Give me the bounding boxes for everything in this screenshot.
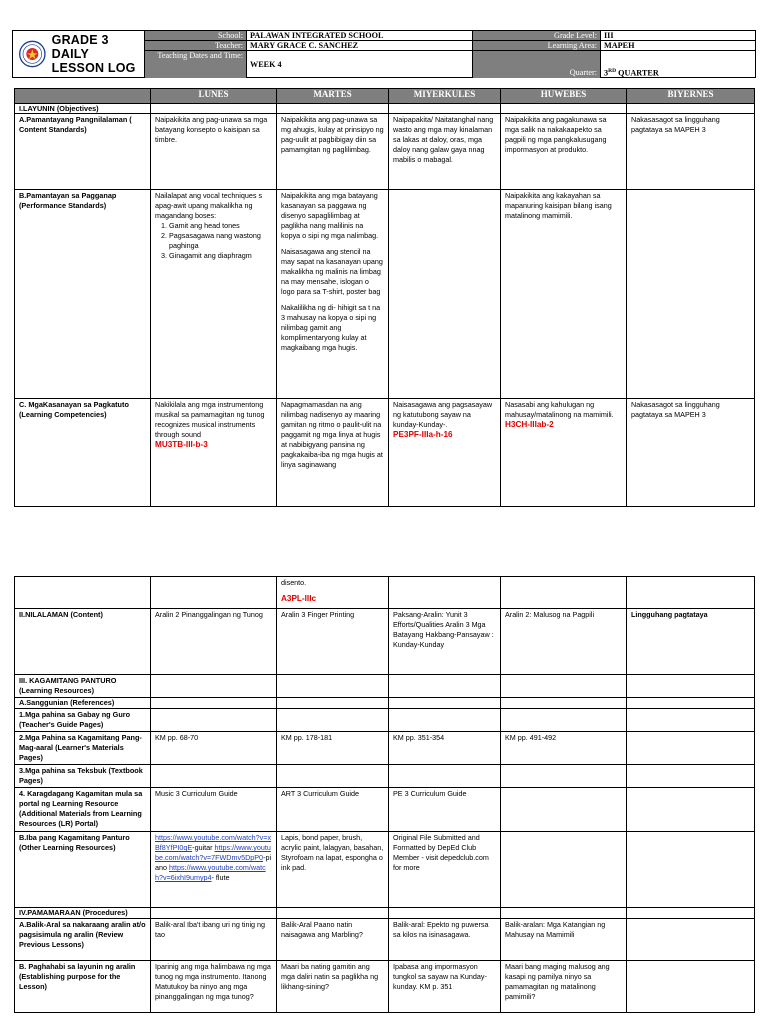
teachers-guide-label: 1.Mga pahina sa Gabay ng Guro (Teacher's Guide Pages) bbox=[15, 709, 151, 732]
table-cell bbox=[151, 908, 277, 919]
table-cell bbox=[627, 788, 755, 832]
teachers-guide-row bbox=[15, 709, 755, 732]
school-label: School: bbox=[145, 31, 247, 41]
table-cell bbox=[501, 104, 627, 114]
comp-huwebes-code: H3CH-IIIab-2 bbox=[505, 420, 554, 429]
additional-materials-row bbox=[15, 788, 755, 832]
table-cell bbox=[501, 698, 627, 709]
content-row bbox=[15, 609, 755, 675]
learning-area-value: MAPEH bbox=[601, 41, 755, 51]
table-cell bbox=[627, 698, 755, 709]
table-cell bbox=[389, 765, 501, 788]
link-suffix: -guitar bbox=[192, 843, 213, 852]
header-info-grid bbox=[145, 31, 755, 77]
list-item: 2. Pagsasagawa nang wastong paghinga bbox=[169, 231, 272, 251]
piano-video-link[interactable]: https://www.youtube.com/watch?v=7FWDmv5DpP0 bbox=[155, 843, 271, 862]
table-cell: Napagmamasdan na ang nilimbag nadisenyo ay maaring gamitan ng ritmo o paulit-ulit na paggamit ng mga linya at hugis at nabibigyang pansina ng pagkakaiba-iba ng mga hugis at linya saginawang bbox=[277, 399, 389, 507]
table-cell bbox=[627, 832, 755, 908]
lesson-table-top bbox=[14, 88, 755, 507]
table-cell: Paksang-Aralin: Yunit 3 Efforts/Qualities Aralin 3 Mga Batayang Hakbang-Pansayaw : Kunday-Kunday bbox=[389, 609, 501, 675]
table-cell: Iparinig ang mga halimbawa ng mga tunog ng mga instrumento. Itanong Matutukoy ba ninyo ang mga pinanggalingan ng mga tunog? bbox=[151, 961, 277, 1013]
header-logo-area bbox=[13, 31, 145, 77]
lesson-table-bottom bbox=[14, 576, 755, 1013]
table-cell bbox=[501, 832, 627, 908]
perf-martes-para: Nakalilikha ng di- hihigit sa t na 3 mahusay na kopya o sipi ng nilimbag gamit ang komplimentaryong kulay at magkaibang mga hugis. bbox=[281, 303, 381, 352]
table-cell bbox=[389, 908, 501, 919]
table-cell: Naipakikita ang kakayahan sa mapanuring kaisipan bilang isang matalinong mamimili. bbox=[501, 190, 627, 399]
comp-huwebes-text: Nasasabi ang kahulugan ng mahusay/matalinong na mamimili. bbox=[505, 400, 614, 419]
perf-martes-para: Naipakikita ang mga batayang kasanayan sa paggawa ng disenyo sapaglilimbag at paglikha nang malilinis na kopya o sipi ng mga nalimbag. bbox=[281, 191, 379, 240]
content-standards-label: A.Pamantayang Pangnilalaman ( Content Standards) bbox=[15, 114, 151, 190]
table-cell bbox=[389, 104, 501, 114]
table-cell: Naipakikita ang pag-unawa sa mg ahugis, kulay at prinsipyo ng pag-uulit at pagbibigay diin sa pamamgitan ng paglilimbag. bbox=[277, 114, 389, 190]
table-cell: KM pp. 351-354 bbox=[389, 732, 501, 765]
comp-miyerkules-text: Naisasagawa ang pagsasayaw ng katutubong sayaw na kunday-Kunday-. bbox=[393, 400, 493, 429]
references-label: A.Sanggunian (References) bbox=[15, 698, 151, 709]
textbook-row bbox=[15, 765, 755, 788]
table-cell: Original File Submitted and Formatted by DepEd Club Member - visit depedclub.com for more bbox=[389, 832, 501, 908]
table-cell bbox=[501, 399, 627, 507]
learners-materials-label: 2.Mga Pahina sa Kagamitang Pang-Mag-aaral (Learner's Materials Pages) bbox=[15, 732, 151, 765]
table-cell: Naipapakita/ Naitatanghal nang wasto ang mga may kinalaman sa lakas at daloy, oras, mga daloy nang galaw gaya nnag mabilis o mabagal. bbox=[389, 114, 501, 190]
deped-seal-icon bbox=[19, 36, 46, 72]
table-cell bbox=[151, 765, 277, 788]
table-cell bbox=[151, 104, 277, 114]
header bbox=[12, 30, 756, 78]
table-cell bbox=[501, 765, 627, 788]
content-standards-row bbox=[15, 114, 755, 190]
flute-video-link[interactable]: https://www.youtube.com/watch?v=6ixhI9umyp4 bbox=[155, 863, 266, 882]
dates-value: WEEK 4 bbox=[247, 51, 473, 78]
table-cell bbox=[151, 675, 277, 698]
perf-lunes-list bbox=[155, 221, 272, 261]
day-header-martes: MARTES bbox=[277, 89, 389, 104]
day-header-lunes: LUNES bbox=[151, 89, 277, 104]
table-cell bbox=[277, 190, 389, 399]
list-item: 3. Ginagamit ang diaphragm bbox=[169, 251, 272, 261]
guitar-video-link[interactable]: https://www.youtube.com/watch?v=xBf8YfPI0qE bbox=[155, 833, 272, 852]
learning-area-label: Learning Area: bbox=[473, 41, 601, 51]
table-cell: Nakasasagot sa lingguhang pagtataya sa MAPEH 3 bbox=[627, 114, 755, 190]
table-cell: Lingguhang pagtataya bbox=[627, 609, 755, 675]
list-item: 1. Gamit ang head tones bbox=[169, 221, 272, 231]
table-cell bbox=[389, 190, 501, 399]
table-cell bbox=[151, 190, 277, 399]
table-cell bbox=[501, 577, 627, 609]
table-cell bbox=[627, 104, 755, 114]
blank-header-cell bbox=[15, 89, 151, 104]
table-cell bbox=[389, 675, 501, 698]
cont-martes-text: disento. bbox=[281, 578, 307, 587]
table-cell bbox=[277, 104, 389, 114]
procedures-row bbox=[15, 908, 755, 919]
resources-label: III. KAGAMITANG PANTURO (Learning Resources) bbox=[15, 675, 151, 698]
table-cell bbox=[151, 698, 277, 709]
table-cell bbox=[277, 675, 389, 698]
quarter-label: Quarter: bbox=[473, 51, 601, 78]
comp-lunes-code: MU3TB-III-b-3 bbox=[155, 440, 208, 449]
table-cell: KM pp. 68-70 bbox=[151, 732, 277, 765]
performance-standards-label: B.Pamantayan sa Pagganap (Performance Standards) bbox=[15, 190, 151, 399]
dates-label: Teaching Dates and Time: bbox=[145, 51, 247, 78]
teacher-label: Teacher: bbox=[145, 41, 247, 51]
day-header-miyerkules: MIYERKULES bbox=[389, 89, 501, 104]
learners-materials-row bbox=[15, 732, 755, 765]
procedures-label: IV.PAMAMARAAN (Procedures) bbox=[15, 908, 151, 919]
quarter-number: 3 bbox=[604, 68, 609, 78]
table-cell: Balik-aralan: Mga Katangian ng Mahusay na Mamimili bbox=[501, 919, 627, 961]
table-cell bbox=[501, 709, 627, 732]
link-suffix: -piano bbox=[155, 853, 272, 872]
table-cell bbox=[627, 732, 755, 765]
table-cell: ART 3 Curriculum Guide bbox=[277, 788, 389, 832]
table-cell: Aralin 2: Malusog na Pagpili bbox=[501, 609, 627, 675]
competencies-label: C. MgaKasanayan sa Pagkatuto (Learning Competencies) bbox=[15, 399, 151, 507]
perf-martes-para: Naisasagawa ang stencil na may sapat na kasanayan upang makalikha ng malinis na limbag na may mensahe, islogan o logo para sa T-shirt, poster bag bbox=[281, 247, 383, 296]
perf-lunes-intro: Nailalapat ang vocal techniques s apag-awit upang makalikha ng magandang boses: bbox=[155, 191, 263, 220]
table-cell: Maari ba nating gamitin ang mga daliri natin sa paglikha ng likhang-sining? bbox=[277, 961, 389, 1013]
table-cell bbox=[389, 399, 501, 507]
quarter-value bbox=[601, 51, 755, 78]
table-cell bbox=[501, 675, 627, 698]
comp-lunes-text: Nakikilala ang mga instrumentong musikal sa pamamagitan ng tunog recognizes musical instruments through sound bbox=[155, 400, 265, 439]
page-title bbox=[52, 33, 144, 75]
table-cell: KM pp. 178-181 bbox=[277, 732, 389, 765]
log-title: DAILY LESSON LOG bbox=[51, 47, 136, 75]
table-cell: Balik-aral: Epekto ng puwersa sa kilos na isinasagawa. bbox=[389, 919, 501, 961]
school-value: PALAWAN INTEGRATED SCHOOL bbox=[247, 31, 473, 41]
table-cell: Naipakikita ang pagakunawa sa mga salik na nakakaapekto sa pagpili ng mga pangkalusugang impormasyon at produkto. bbox=[501, 114, 627, 190]
table-cell: Balik-Aral Paano natin naisagawa ang Marbling? bbox=[277, 919, 389, 961]
teacher-value: MARY GRACE C. SANCHEZ bbox=[247, 41, 473, 51]
table-cell bbox=[627, 765, 755, 788]
table-cell bbox=[501, 908, 627, 919]
table-cell bbox=[277, 765, 389, 788]
performance-standards-row bbox=[15, 190, 755, 399]
table-cell bbox=[501, 788, 627, 832]
table-cell: Balik-aral Iba't ibang uri ng tinig ng tao bbox=[151, 919, 277, 961]
table-cell: Nakasasagot sa lingguhang pagtataya sa MAPEH 3 bbox=[627, 399, 755, 507]
table-cell bbox=[627, 190, 755, 399]
cont-martes-code: A3PL-IIIc bbox=[281, 594, 317, 603]
quarter-word: QUARTER bbox=[618, 68, 659, 78]
table-cell: KM pp. 491-492 bbox=[501, 732, 627, 765]
table-cell: Ipabasa ang impormasyon tungkol sa sayaw na Kunday-kunday. KM p. 351 bbox=[389, 961, 501, 1013]
table-cell bbox=[389, 577, 501, 609]
table-cell bbox=[151, 832, 277, 908]
table-cell bbox=[277, 577, 389, 609]
table-cell bbox=[627, 919, 755, 961]
table-cell bbox=[627, 675, 755, 698]
references-row bbox=[15, 698, 755, 709]
table-cell: Lapis, bond paper, brush, acrylic paint, lalagyan, basahan, Styrofoam na lapat, espongha o ink pad. bbox=[277, 832, 389, 908]
table-cell: Aralin 2 Pinanggalingan ng Tunog bbox=[151, 609, 277, 675]
table-cell bbox=[151, 399, 277, 507]
review-label: A.Balik-Aral sa nakaraang aralin at/o pagsisimula ng aralin (Review Previous Lessons) bbox=[15, 919, 151, 961]
table-cell bbox=[15, 577, 151, 609]
link-suffix: - flute bbox=[211, 873, 230, 882]
table-cell: PE 3 Curriculum Guide bbox=[389, 788, 501, 832]
comp-miyerkules-code: PE3PF-IIIa-h-16 bbox=[393, 430, 453, 439]
day-header-biyernes: BIYERNES bbox=[627, 89, 755, 104]
purpose-label: B. Paghahabi sa layunin ng aralin (Establishing purpose for the Lesson) bbox=[15, 961, 151, 1013]
table-cell bbox=[627, 961, 755, 1013]
table-cell bbox=[627, 577, 755, 609]
purpose-row bbox=[15, 961, 755, 1013]
table-cell bbox=[151, 577, 277, 609]
table-cell: Naipakikita ang pag-unawa sa mga batayang konsepto o kaisipan sa timbre. bbox=[151, 114, 277, 190]
table-cell: Maari bang maging malusog ang kasapi ng pamilya ninyo sa pamamagitan ng matalinong pamimili? bbox=[501, 961, 627, 1013]
day-header-row bbox=[15, 89, 755, 104]
review-row bbox=[15, 919, 755, 961]
objectives-row bbox=[15, 104, 755, 114]
grade-level-label: Grade Level: bbox=[473, 31, 601, 41]
table-cell: Aralin 3 Finger Printing bbox=[277, 609, 389, 675]
textbook-label: 3.Mga pahina sa Teksbuk (Textbook Pages) bbox=[15, 765, 151, 788]
table-cell bbox=[627, 908, 755, 919]
quarter-suffix: RD bbox=[608, 68, 617, 74]
table-cell: Music 3 Curriculum Guide bbox=[151, 788, 277, 832]
objectives-label: I.LAYUNIN (Objectives) bbox=[15, 104, 151, 114]
table-cell bbox=[389, 709, 501, 732]
table-cell bbox=[277, 908, 389, 919]
resources-row bbox=[15, 675, 755, 698]
day-header-huwebes: HUWEBES bbox=[501, 89, 627, 104]
table-cell bbox=[151, 709, 277, 732]
continuation-row bbox=[15, 577, 755, 609]
competencies-row bbox=[15, 399, 755, 507]
table-cell bbox=[627, 709, 755, 732]
grade-title: GRADE 3 bbox=[51, 33, 109, 47]
table-cell bbox=[389, 698, 501, 709]
other-resources-label: B.Iba pang Kagamitang Panturo (Other Learning Resources) bbox=[15, 832, 151, 908]
other-resources-row bbox=[15, 832, 755, 908]
content-label: II.NILALAMAN (Content) bbox=[15, 609, 151, 675]
table-cell bbox=[277, 698, 389, 709]
additional-materials-label: 4. Karagdagang Kagamitan mula sa portal ng Learning Resource (Additional Materials from Learning Resources (LR) Portal) bbox=[15, 788, 151, 832]
table-cell bbox=[277, 709, 389, 732]
grade-level-value: III bbox=[601, 31, 755, 41]
